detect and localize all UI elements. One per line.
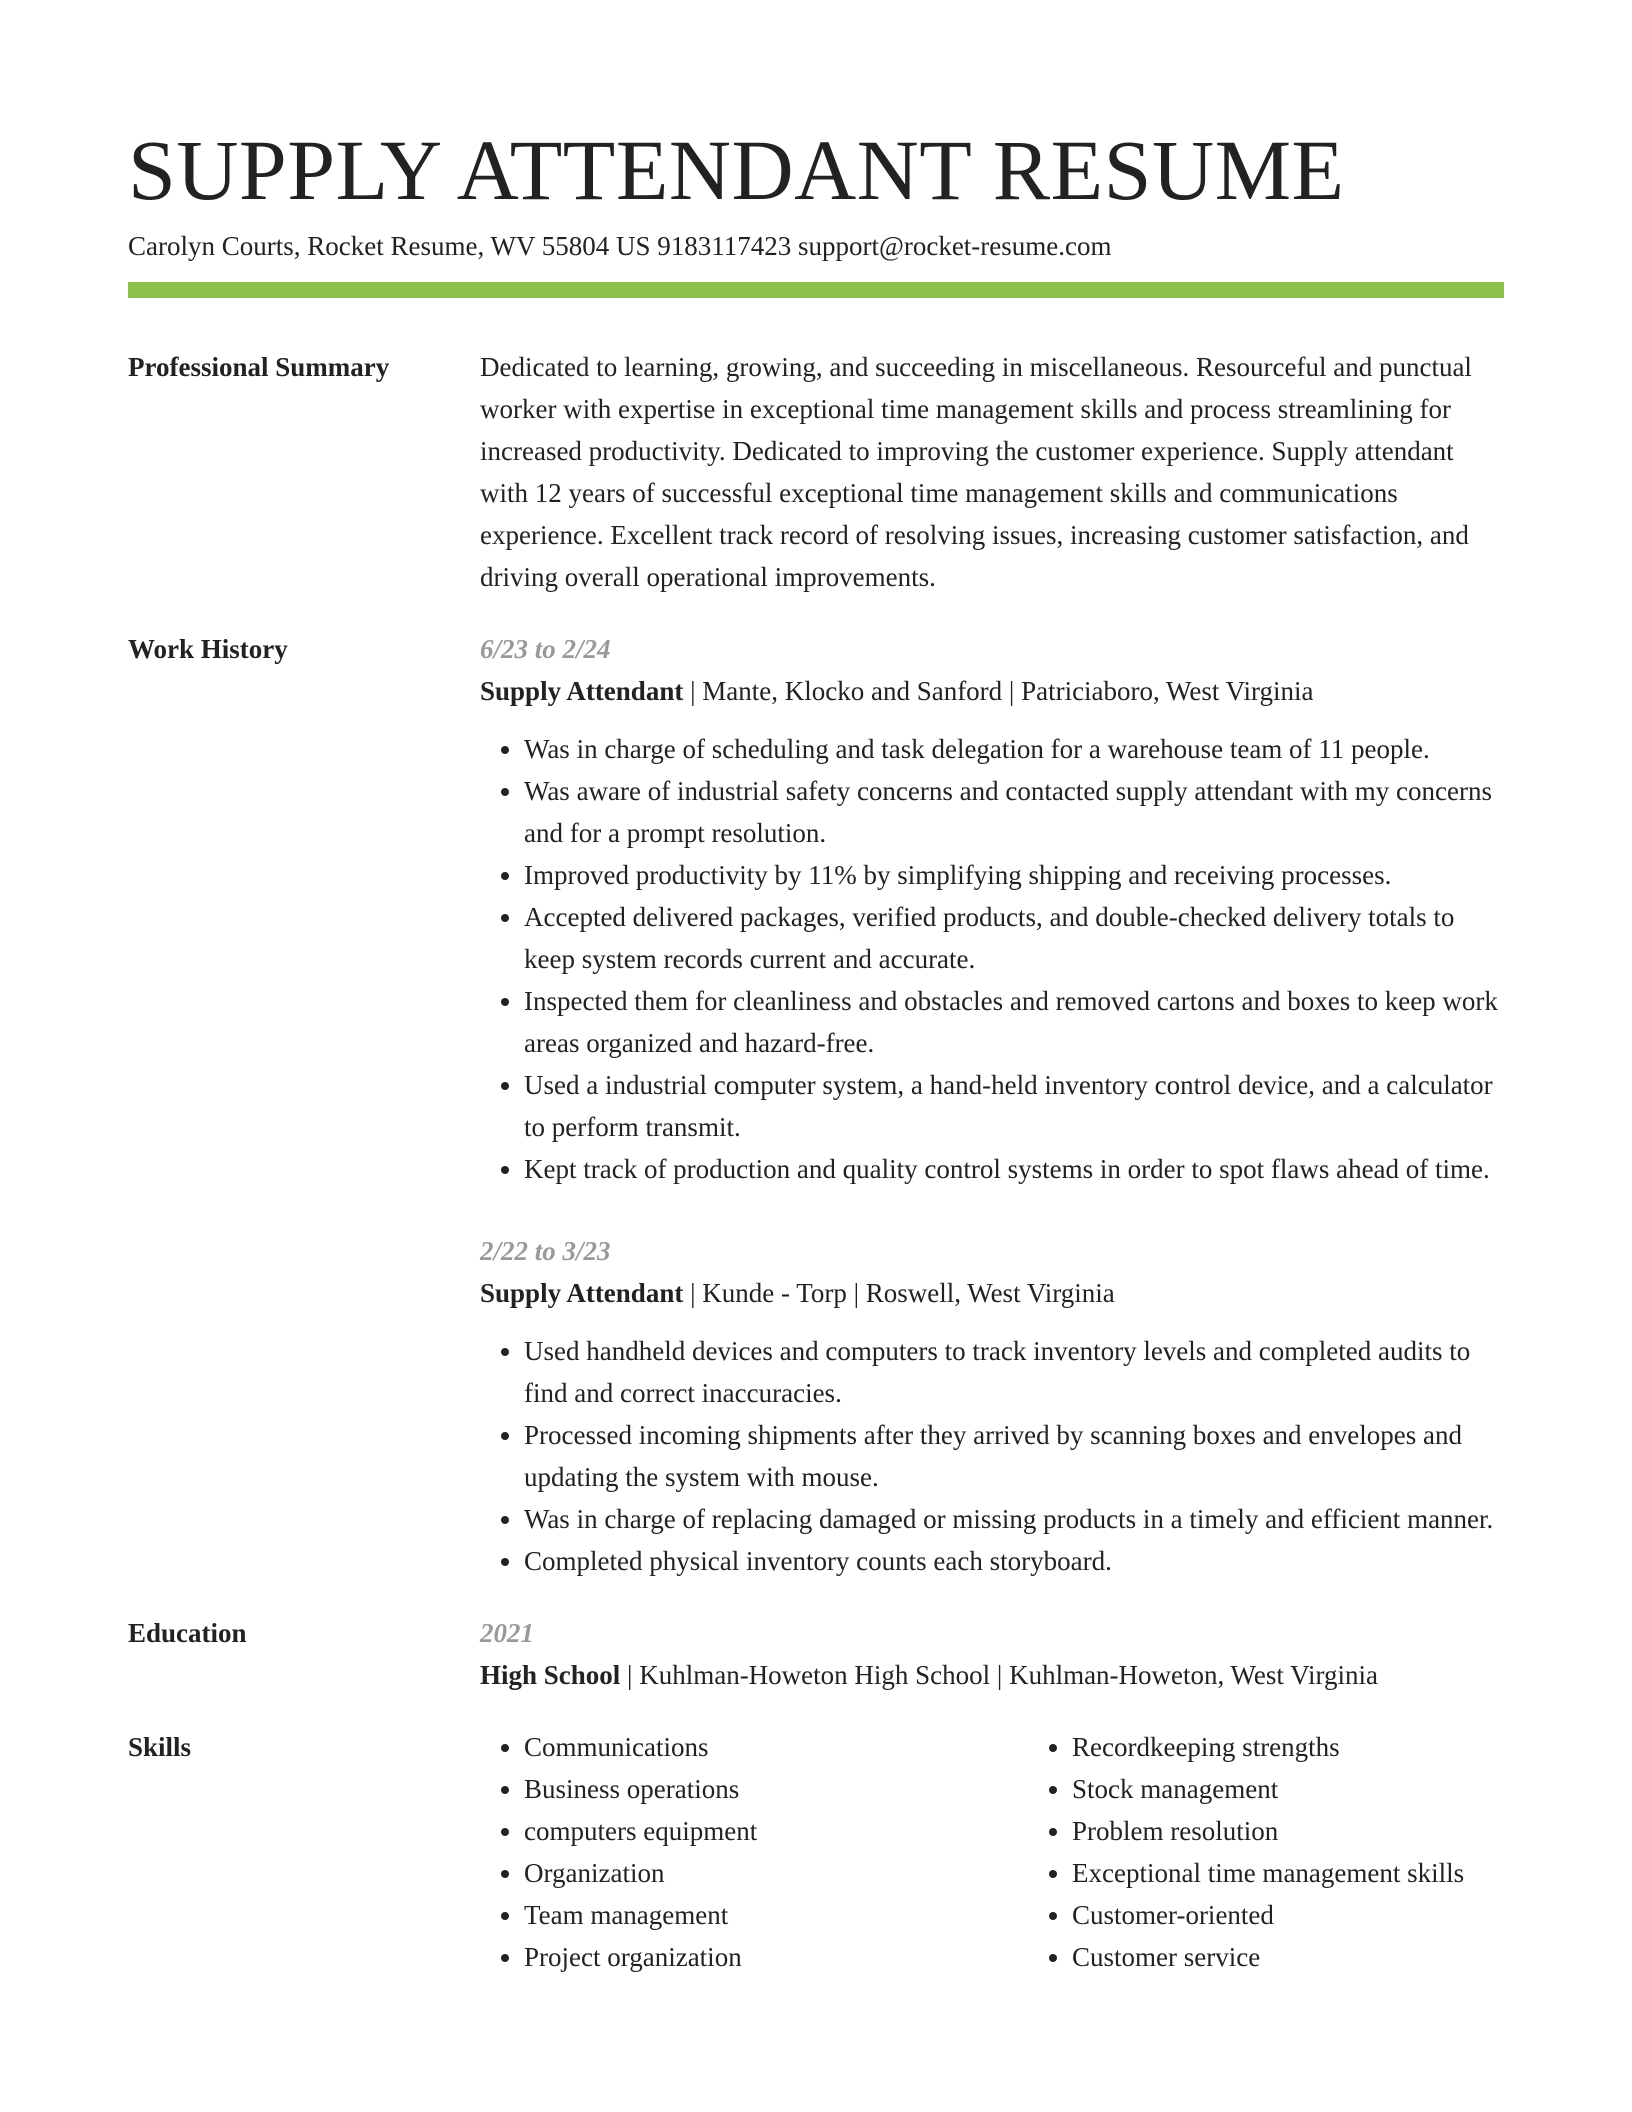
- contact-line: [128, 228, 1504, 264]
- contact-email: support@rocket-resume.com: [797, 231, 1112, 261]
- resume-title: SUPPLY ATTENDANT RESUME: [128, 122, 1345, 218]
- job-bullet: • Used a industrial computer system, a hand-held inventory control device, and a calculator to perform transmit.: [524, 1064, 1504, 1148]
- job-heading: [480, 670, 1504, 712]
- contact-phone: 9183117423: [657, 231, 792, 261]
- job-entry: [480, 1230, 1504, 1582]
- skills-heading: Skills: [128, 1732, 192, 1762]
- job-bullet: • Completed physical inventory counts each storyboard.: [524, 1540, 1504, 1582]
- education-section: [128, 1612, 1504, 1696]
- skill-item: • computers equipment: [524, 1810, 1028, 1852]
- job-title: Supply Attendant: [480, 676, 684, 706]
- skill-item: • Project organization: [524, 1936, 1028, 1978]
- skills-list-right: [1028, 1726, 1576, 1978]
- job-bullet: • Improved productivity by 11% by simplifying shipping and receiving processes.: [524, 854, 1504, 896]
- skill-item: • Recordkeeping strengths: [1072, 1726, 1576, 1768]
- education-heading-line: [480, 1654, 1504, 1696]
- education-heading: Education: [128, 1618, 247, 1648]
- job-details: | Mante, Klocko and Sanford | Patriciaboro, West Virginia: [683, 676, 1314, 706]
- skill-item: • Business operations: [524, 1768, 1028, 1810]
- skill-item: • Communications: [524, 1726, 1028, 1768]
- job-dates: 2/22 to 3/23: [480, 1236, 611, 1266]
- job-bullets: [480, 1330, 1504, 1582]
- skills-section: [128, 1726, 1504, 1978]
- skill-item: • Customer-oriented: [1072, 1894, 1576, 1936]
- job-details: | Kunde - Torp | Roswell, West Virginia: [683, 1278, 1115, 1308]
- job-entry: [480, 628, 1504, 1190]
- job-bullet: • Was in charge of scheduling and task delegation for a warehouse team of 11 people.: [524, 728, 1504, 770]
- contact-address: Carolyn Courts, Rocket Resume, WV 55804 US: [128, 231, 651, 261]
- summary-heading: Professional Summary: [128, 352, 390, 382]
- summary-section: [128, 346, 1504, 598]
- job-bullet: • Used handheld devices and computers to track inventory levels and completed audits to find and correct inaccuracies.: [524, 1330, 1504, 1414]
- skill-item: • Exceptional time management skills: [1072, 1852, 1576, 1894]
- job-bullet: • Was in charge of replacing damaged or missing products in a timely and efficient manner.: [524, 1498, 1504, 1540]
- job-dates: 6/23 to 2/24: [480, 634, 611, 664]
- accent-divider: [128, 282, 1504, 298]
- skills-grid: [480, 1726, 1576, 1978]
- education-year: 2021: [480, 1618, 534, 1648]
- resume-page: [128, 120, 1504, 1978]
- work-history-body: [480, 628, 1504, 1582]
- skill-item: • Stock management: [1072, 1768, 1576, 1810]
- job-title: Supply Attendant: [480, 1278, 684, 1308]
- job-bullet: • Kept track of production and quality control systems in order to spot flaws ahead of time.: [524, 1148, 1504, 1190]
- skill-item: • Organization: [524, 1852, 1028, 1894]
- work-history-heading: Work History: [128, 634, 288, 664]
- skill-item: • Problem resolution: [1072, 1810, 1576, 1852]
- job-bullet: • Processed incoming shipments after they arrived by scanning boxes and envelopes and updating the system with mouse.: [524, 1414, 1504, 1498]
- education-body: [480, 1612, 1504, 1696]
- summary-text: Dedicated to learning, growing, and succeeding in miscellaneous. Resourceful and punctual worker with expertise in exceptional time management skills and process streamlining for increased productivity. Dedicated to improving the customer experience. Supply attendant with 12 years of successful exceptional time management skills and communications experience. Excellent track record of resolving issues, increasing customer satisfaction, and driving overall operational improvements.: [480, 352, 1472, 592]
- job-heading: [480, 1272, 1504, 1314]
- job-bullets: [480, 728, 1504, 1190]
- skills-list-left: [480, 1726, 1028, 1978]
- job-bullet: • Inspected them for cleanliness and obstacles and removed cartons and boxes to keep work areas organized and hazard-free.: [524, 980, 1504, 1064]
- job-bullet: • Was aware of industrial safety concerns and contacted supply attendant with my concerns and for a prompt resolution.: [524, 770, 1504, 854]
- skill-item: • Team management: [524, 1894, 1028, 1936]
- education-details: | Kuhlman-Howeton High School | Kuhlman-Howeton, West Virginia: [620, 1660, 1378, 1690]
- work-history-section: [128, 628, 1504, 1582]
- skill-item: • Customer service: [1072, 1936, 1576, 1978]
- education-degree: High School: [480, 1660, 621, 1690]
- job-bullet: • Accepted delivered packages, verified products, and double-checked delivery totals to keep system records current and accurate.: [524, 896, 1504, 980]
